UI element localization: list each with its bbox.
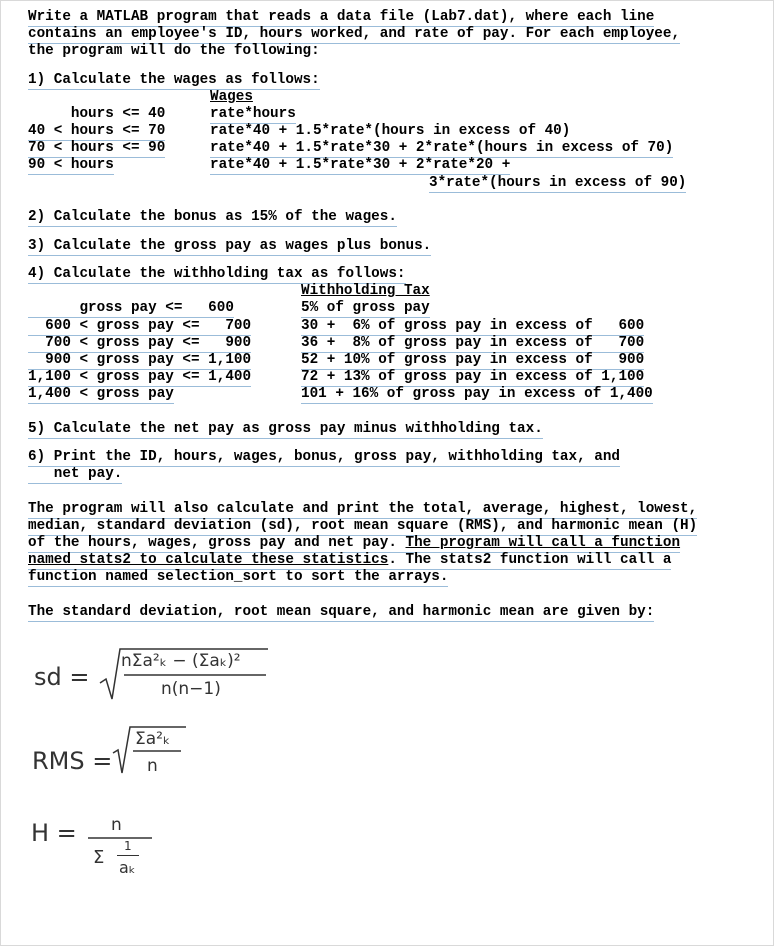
tax-cond-4: 900 < gross pay <= 1,100 <box>28 352 252 368</box>
step5: 5) Calculate the net pay as gross pay minus withholding tax. <box>28 421 543 437</box>
sd-label: sd = <box>34 663 90 691</box>
h-inner-num: 1 <box>124 839 132 853</box>
h-inner-bar <box>117 855 139 856</box>
para-line-4 <box>28 552 671 570</box>
intro-line-1: Write a MATLAB program that reads a data file (Lab7.dat), where each line <box>28 9 655 25</box>
wages-val-3: rate*40 + 1.5*rate*30 + 2*rate*(hours in excess of 70) <box>210 140 674 156</box>
wages-val-1: rate*hours <box>210 106 296 122</box>
para-line-3a: of the hours, wages, gross pay and net pay. <box>28 535 406 551</box>
tax-cond-1: gross pay <= 600 <box>28 300 234 316</box>
step3: 3) Calculate the gross pay as wages plus bonus. <box>28 238 432 254</box>
intro-line-3: the program will do the following: <box>28 43 320 59</box>
h-numerator: n <box>111 815 122 835</box>
para-line-1: The program will also calculate and print the total, average, highest, lowest, <box>28 501 698 517</box>
wages-cond-1: hours <= 40 <box>28 106 166 122</box>
para-line-4b: . The stats2 function will call a <box>388 552 672 568</box>
rms-numerator: Σa²ₖ <box>135 729 171 749</box>
para-line-4a: named stats2 to calculate these statistics <box>28 552 389 568</box>
rms-denominator: n <box>147 756 158 776</box>
sd-numerator: nΣa²ₖ − (Σaₖ)² <box>121 651 241 671</box>
h-fraction-bar <box>86 835 156 841</box>
tax-val-6: 101 + 16% of gross pay in excess of 1,400 <box>301 386 653 402</box>
tax-val-2: 30 + 6% of gross pay in excess of 600 <box>301 318 645 334</box>
intro-line-2: contains an employee's ID, hours worked, and rate of pay. For each employee, <box>28 26 681 42</box>
step2: 2) Calculate the bonus as 15% of the wages. <box>28 209 397 225</box>
wages-cond-4: 90 < hours <box>28 157 114 173</box>
wages-header: Wages <box>210 89 253 105</box>
step6-line-2: net pay. <box>28 466 123 482</box>
tax-header: Withholding Tax <box>301 283 430 299</box>
para-line-3 <box>28 535 680 553</box>
tax-val-5: 72 + 13% of gross pay in excess of 1,100 <box>301 369 645 385</box>
h-sigma: Σ <box>93 847 105 868</box>
tax-cond-6: 1,400 < gross pay <box>28 386 174 402</box>
wages-cond-2: 40 < hours <= 70 <box>28 123 166 139</box>
tax-cond-2: 600 < gross pay <= 700 <box>28 318 252 334</box>
h-label: H = <box>31 819 77 847</box>
para-line-5: function named selection_sort to sort the arrays. <box>28 569 449 585</box>
step6-line-1: 6) Print the ID, hours, wages, bonus, gross pay, withholding tax, and <box>28 449 620 465</box>
para-line-2: median, standard deviation (sd), root mean square (RMS), and harmonic mean (H) <box>28 518 698 534</box>
tax-val-3: 36 + 8% of gross pay in excess of 700 <box>301 335 645 351</box>
tax-val-1: 5% of gross pay <box>301 300 430 316</box>
wages-val-2: rate*40 + 1.5*rate*(hours in excess of 40) <box>210 123 571 139</box>
tax-cond-3: 700 < gross pay <= 900 <box>28 335 252 351</box>
h-inner-den: aₖ <box>119 858 136 877</box>
wages-val-4: rate*40 + 1.5*rate*30 + 2*rate*20 + <box>210 157 511 173</box>
wages-val-4-cont: 3*rate*(hours in excess of 90) <box>429 175 687 191</box>
step1-title: 1) Calculate the wages as follows: <box>28 72 320 88</box>
rms-label: RMS = <box>32 747 113 775</box>
tax-cond-5: 1,100 < gross pay <= 1,400 <box>28 369 252 385</box>
sd-denominator: n(n−1) <box>161 679 221 699</box>
step4-title: 4) Calculate the withholding tax as follows: <box>28 266 406 282</box>
formulas-intro: The standard deviation, root mean square, and harmonic mean are given by: <box>28 604 655 620</box>
tax-val-4: 52 + 10% of gross pay in excess of 900 <box>301 352 645 368</box>
wages-cond-3: 70 < hours <= 90 <box>28 140 166 156</box>
para-line-3b: The program will call a function <box>405 535 681 551</box>
